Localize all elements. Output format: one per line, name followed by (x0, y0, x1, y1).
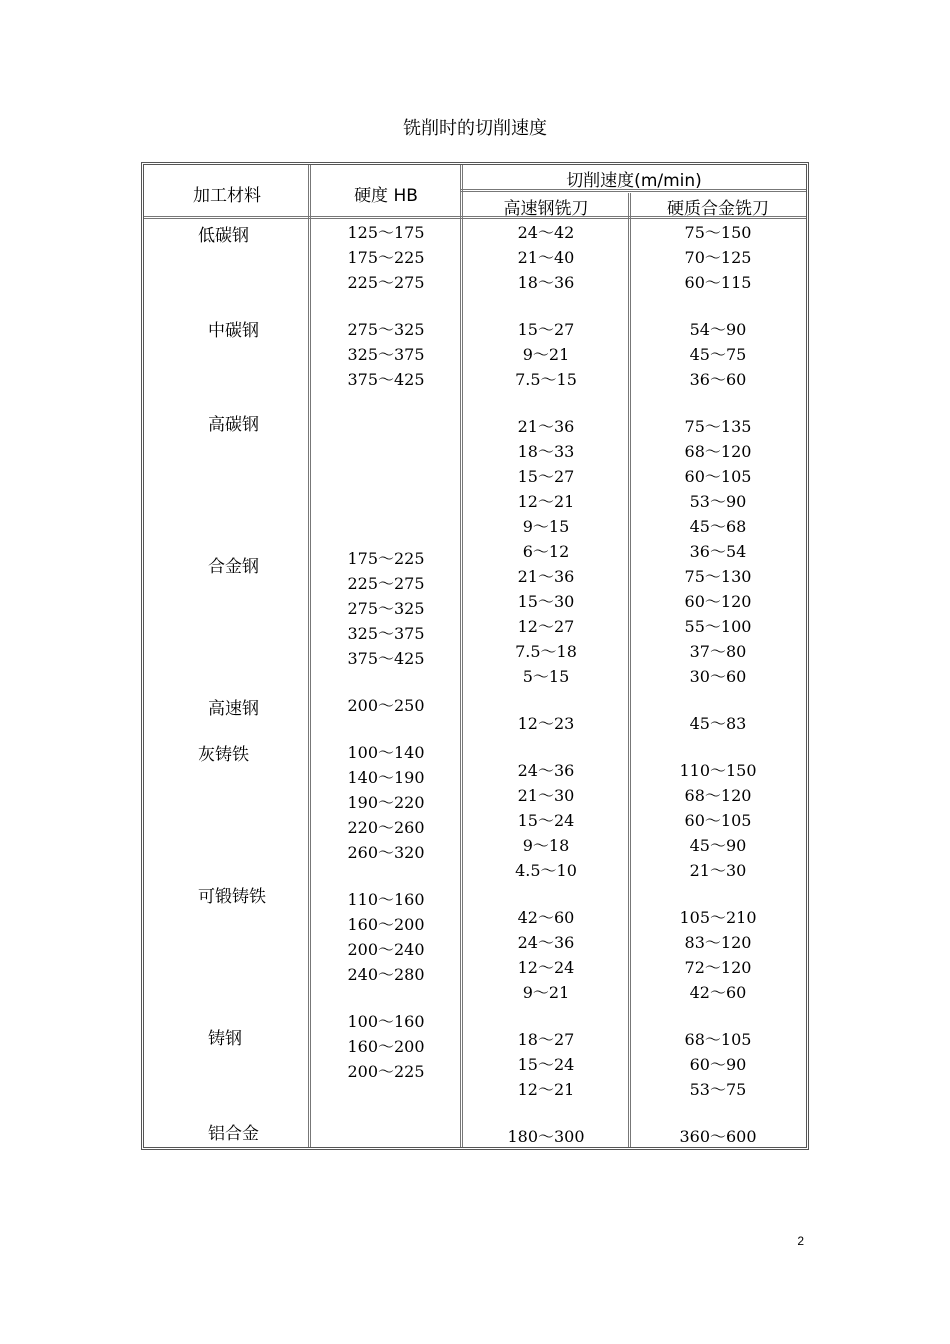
table-cell: 68～120 (684, 786, 752, 805)
table-cell: 72～120 (684, 958, 752, 977)
table-cell: 15～24 (517, 811, 575, 830)
cutting-speed-table (141, 162, 809, 1150)
table-cell: 75～150 (684, 223, 752, 242)
table-cell: 12～21 (517, 1080, 575, 1099)
table-cell (462, 392, 630, 414)
material-label: 铸钢 (208, 1029, 242, 1049)
table-cell: 7.5～18 (515, 642, 577, 661)
table-cell (462, 883, 630, 905)
table-cell: 24～36 (517, 933, 575, 952)
table-cell: 325～375 (347, 624, 425, 643)
table-cell: 160～200 (347, 1037, 425, 1056)
table-cell: 325～375 (347, 345, 425, 364)
table-cell: 21～30 (517, 786, 575, 805)
header-carbide-cutter: 硬质合金铣刀 (667, 199, 769, 219)
table-cell: 100～160 (347, 1012, 425, 1031)
table-cell (310, 502, 462, 524)
table-cell: 24～36 (517, 761, 575, 780)
table-cell: 110～150 (679, 761, 757, 780)
table-cell: 6～12 (522, 542, 570, 561)
table-cell: 175～225 (347, 549, 425, 568)
table-cell: 15～27 (517, 320, 575, 339)
table-cell: 125～175 (347, 223, 425, 242)
table-cell: 360～600 (679, 1127, 757, 1146)
table-cell: 53～90 (689, 492, 747, 511)
table-cell: 54～90 (689, 320, 747, 339)
table-cell: 225～275 (347, 273, 425, 292)
table-cell (310, 295, 462, 317)
header-material: 加工材料 (193, 186, 261, 206)
material-label: 铝合金 (208, 1124, 259, 1144)
carbide-speed-column (630, 220, 806, 1149)
table-cell: 15～30 (517, 592, 575, 611)
table-cell: 275～325 (347, 599, 425, 618)
table-cell: 200～250 (347, 696, 425, 715)
table-cell: 7.5～15 (515, 370, 577, 389)
header-hardness: 硬度 HB (354, 186, 418, 206)
table-cell: 9～21 (522, 983, 570, 1002)
table-cell (630, 689, 806, 711)
table-cell: 60～115 (684, 273, 752, 292)
table-cell (630, 736, 806, 758)
table-cell: 240～280 (347, 965, 425, 984)
table-cell: 83～120 (684, 933, 752, 952)
table-cell: 45～68 (689, 517, 747, 536)
table-cell: 55～100 (684, 617, 752, 636)
table-cell: 105～210 (679, 908, 757, 927)
document-title: 铣削时的切削速度 (403, 118, 547, 139)
table-cell: 180～300 (507, 1127, 585, 1146)
table-cell: 160～200 (347, 915, 425, 934)
table-cell: 42～60 (517, 908, 575, 927)
table-cell: 260～320 (347, 843, 425, 862)
table-cell: 36～54 (689, 542, 747, 561)
table-cell (310, 458, 462, 480)
material-label: 灰铸铁 (198, 745, 249, 765)
table-cell: 18～36 (517, 273, 575, 292)
table-cell (630, 392, 806, 414)
table-cell (310, 671, 462, 693)
table-cell: 70～125 (684, 248, 752, 267)
table-cell: 45～83 (689, 714, 747, 733)
table-cell: 12～27 (517, 617, 575, 636)
table-cell: 225～275 (347, 574, 425, 593)
table-cell: 75～130 (684, 567, 752, 586)
table-cell: 220～260 (347, 818, 425, 837)
table-cell: 9～15 (522, 517, 570, 536)
table-cell: 45～90 (689, 836, 747, 855)
table-cell: 21～30 (689, 861, 747, 880)
table-cell (310, 865, 462, 887)
hardness-column (310, 220, 462, 1128)
material-label: 合金钢 (208, 557, 259, 577)
table-cell: 4.5～10 (515, 861, 577, 880)
table-cell: 9～18 (522, 836, 570, 855)
table-cell: 200～225 (347, 1062, 425, 1081)
table-cell: 15～24 (517, 1055, 575, 1074)
table-cell: 375～425 (347, 649, 425, 668)
table-cell: 42～60 (689, 983, 747, 1002)
material-label: 高速钢 (208, 699, 259, 719)
material-label: 低碳钢 (198, 226, 249, 246)
table-cell: 60～105 (684, 811, 752, 830)
table-cell: 45～75 (689, 345, 747, 364)
table-cell: 275～325 (347, 320, 425, 339)
table-cell (462, 1005, 630, 1027)
table-cell: 60～90 (689, 1055, 747, 1074)
table-cell (630, 883, 806, 905)
table-cell: 21～36 (517, 567, 575, 586)
table-cell: 9～21 (522, 345, 570, 364)
table-cell: 140～190 (347, 768, 425, 787)
header-hss-cutter: 高速钢铣刀 (503, 199, 589, 219)
table-cell: 53～75 (689, 1080, 747, 1099)
table-cell: 21～40 (517, 248, 575, 267)
table-cell (462, 689, 630, 711)
material-label: 高碳钢 (208, 415, 259, 435)
table-cell (310, 436, 462, 458)
table-cell: 18～27 (517, 1030, 575, 1049)
table-cell: 60～120 (684, 592, 752, 611)
table-cell (462, 295, 630, 317)
table-cell: 12～23 (517, 714, 575, 733)
table-cell: 5～15 (522, 667, 570, 686)
table-cell (630, 1005, 806, 1027)
table-cell (630, 1102, 806, 1124)
table-cell: 36～60 (689, 370, 747, 389)
hss-speed-column (462, 220, 630, 1149)
table-cell (310, 987, 462, 1009)
table-cell: 200～240 (347, 940, 425, 959)
table-cell: 12～21 (517, 492, 575, 511)
table-cell (310, 1106, 462, 1128)
table-cell (310, 414, 462, 436)
table-cell: 60～105 (684, 467, 752, 486)
table-cell: 30～60 (689, 667, 747, 686)
header-cutting-speed: 切削速度(m/min) (566, 171, 702, 191)
table-cell: 75～135 (684, 417, 752, 436)
table-cell: 68～120 (684, 442, 752, 461)
table-cell: 100～140 (347, 743, 425, 762)
table-cell: 24～42 (517, 223, 575, 242)
table-cell: 68～105 (684, 1030, 752, 1049)
table-cell: 15～27 (517, 467, 575, 486)
page-number: 2 (797, 1234, 804, 1248)
table-cell: 18～33 (517, 442, 575, 461)
table-cell: 21～36 (517, 417, 575, 436)
table-cell: 110～160 (347, 890, 425, 909)
table-cell: 190～220 (347, 793, 425, 812)
material-label: 可锻铸铁 (198, 887, 266, 907)
table-cell (462, 736, 630, 758)
table-cell (630, 295, 806, 317)
material-label: 中碳钢 (208, 321, 259, 341)
table-cell: 375～425 (347, 370, 425, 389)
table-cell: 37～80 (689, 642, 747, 661)
table-cell (310, 1084, 462, 1106)
table-cell (310, 718, 462, 740)
table-cell: 12～24 (517, 958, 575, 977)
table-cell (310, 480, 462, 502)
table-cell (462, 1102, 630, 1124)
table-cell: 175～225 (347, 248, 425, 267)
table-cell (310, 524, 462, 546)
table-cell (310, 392, 462, 414)
